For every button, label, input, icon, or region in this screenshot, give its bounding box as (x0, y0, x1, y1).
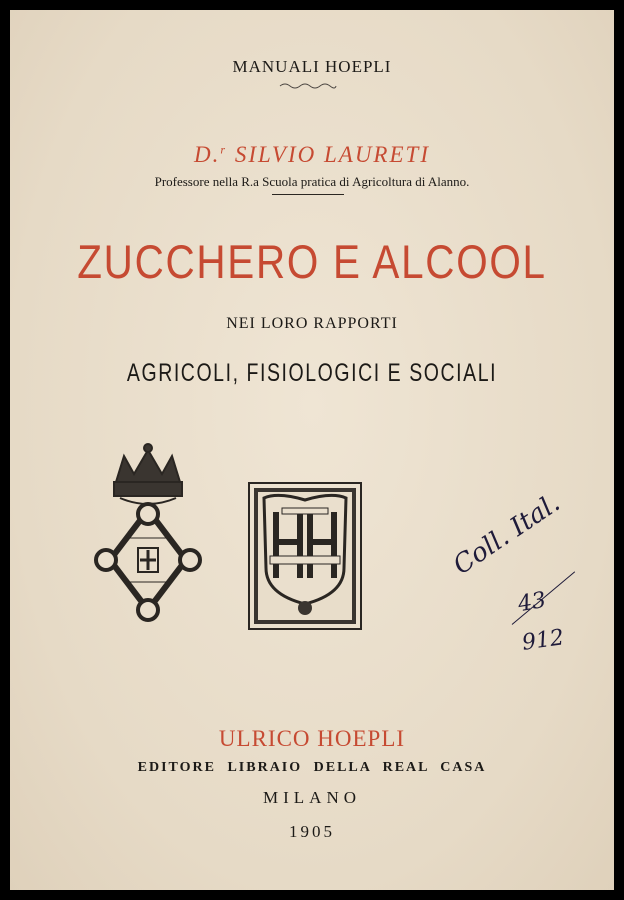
handwriting-line-2: 43 (516, 587, 548, 618)
publisher-description: EDITORE LIBRAIO DELLA REAL CASA (137, 760, 487, 775)
author-prefix-sup: r (220, 142, 228, 157)
crown-cross-order-icon (68, 440, 228, 655)
divider (272, 194, 344, 195)
handwriting-line-1: Coll. Ital. (448, 488, 566, 581)
series-name: MANUALI HOEPLI (232, 57, 392, 76)
author-line (10, 142, 614, 168)
author-affiliation: Professore nella R.a Scuola pratica di Agricoltura di Alanno. (154, 174, 470, 189)
author-name: SILVIO LAURETI (234, 142, 430, 167)
publisher-shield-icon (248, 482, 362, 630)
publisher-name: ULRICO HOEPLI (218, 726, 406, 751)
publication-year: 1905 (289, 822, 335, 841)
title-page (10, 10, 614, 890)
subtitle-line-2: AGRICOLI, FISIOLOGICI E SOCIALI (126, 359, 498, 387)
publication-city: MILANO (263, 788, 361, 807)
handwriting-line-3: 912 (520, 625, 566, 656)
author-prefix: D. (194, 142, 221, 167)
book-title: ZUCCHERO E ALCOOL (77, 235, 547, 288)
subtitle-line-1: NEI LORO RAPPORTI (226, 315, 398, 332)
ornament-wavy-line (278, 81, 338, 91)
handwritten-shelfmark (442, 488, 592, 686)
